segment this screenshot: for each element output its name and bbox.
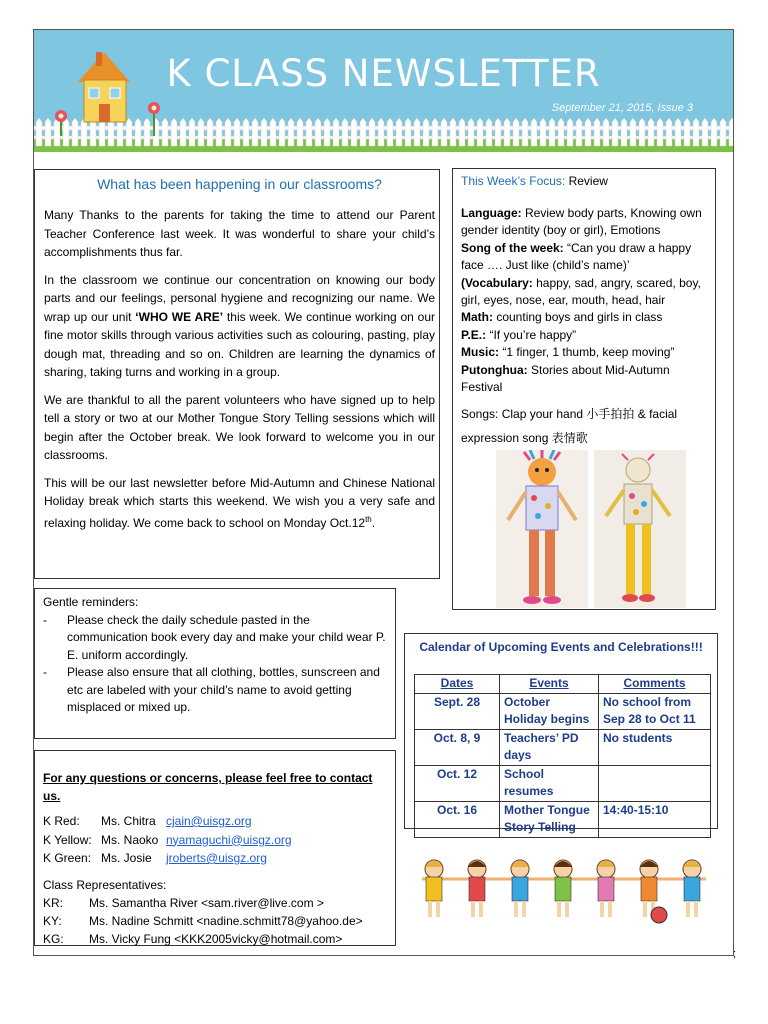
focus-song: Song of the week: “Can you draw a happy face …. Just like (child’s name)’: [461, 240, 692, 273]
happening-paragraph-3: We are thankful to all the parent volunteers who have signed up to help tell a story or two at our Mother Tongue Story Telling sessions which will begin after the October break. We look forward to welcome you in our classrooms.: [44, 392, 435, 462]
event-comment: No school from Sep 28 to Oct 11: [599, 693, 711, 729]
email-link[interactable]: cjain@uisgz.org: [166, 814, 252, 828]
contacts-heading: For any questions or concerns, please feel free to contact us.: [43, 771, 373, 803]
table-header-row: [415, 675, 711, 694]
focus-music: Music: “1 finger, 1 thumb, keep moving”: [461, 345, 675, 360]
table-row: [415, 693, 711, 729]
event-name: Teachers’ PD days: [500, 729, 599, 765]
event-comment: 14:40-15:10: [599, 801, 711, 837]
class-reps: [43, 876, 387, 948]
teacher-row: K Green: Ms. Josie jroberts@uisgz.org: [43, 849, 387, 868]
event-date: Oct. 8, 9: [415, 729, 500, 765]
teacher-list: [43, 812, 387, 868]
children-artwork-image: [496, 450, 686, 608]
focus-vocabulary: (Vocabulary: happy, sad, angry, scared, boy, girl, eyes, nose, ear, mouth, head, hair: [461, 275, 701, 308]
focus-putonghua: Putonghua: Stories about Mid-Autumn Festival: [461, 362, 670, 395]
event-name: October Holiday begins: [500, 693, 599, 729]
focus-body: [461, 205, 709, 450]
teacher-row: K Red: Ms. Chitra cjain@uisgz.org: [43, 812, 387, 831]
event-date: Oct. 12: [415, 765, 500, 801]
happening-paragraph-4: This will be our last newsletter before Mid-Autumn and Chinese National Holiday break which starts this weekend. We wish you a very safe and relaxing holiday. We come back to school on Monday Oct.12th.: [44, 475, 435, 530]
column-header-dates: Dates: [415, 675, 500, 694]
reminders-list: [43, 612, 387, 717]
event-comment: No students: [599, 729, 711, 765]
rep-row: KR: Ms. Samantha River <sam.river@live.com >: [43, 895, 324, 910]
teacher-row: K Yellow: Ms. Naoko nyamaguchi@uisgz.org: [43, 831, 387, 850]
happening-paragraph-2: In the classroom we continue our concentration on knowing our body parts and our feelings, personal hygiene and recognizing our name. We wrap up our unit ‘WHO WE ARE’ this week. We continue working on our fine motor skills through various activities such as colouring, pasting, play dough mat, threading and so on. Children are learning the dynamics of sharing, taking turns and working in a group.: [44, 272, 435, 379]
event-name: Mother Tongue Story Telling: [500, 801, 599, 837]
reps-heading: Class Representatives:: [43, 877, 167, 892]
weekly-focus-section: [452, 168, 716, 610]
event-date: Oct. 16: [415, 801, 500, 837]
column-header-comments: Comments: [599, 675, 711, 694]
list-item: - Please also ensure that all clothing, bottles, sunscreen and etc are labeled with your child’s name to avoid getting misplaced or mixed up.: [43, 665, 380, 714]
happening-paragraph-1: Many Thanks to the parents for taking the time to attend our Parent Teacher Conference last week. It was wonderful to share your child’s accomplishments thus far.: [44, 208, 435, 259]
reminders-heading: Gentle reminders:: [43, 595, 139, 609]
events-table: [414, 674, 711, 838]
focus-language: Language: Review body parts, Knowing own gender identity (boy or girl), Emotions: [461, 206, 702, 238]
table-row: [415, 765, 711, 801]
email-link[interactable]: jroberts@uisgz.org: [166, 851, 267, 865]
calendar-section: [404, 633, 718, 834]
event-comment: [599, 765, 711, 801]
email-link[interactable]: nyamaguchi@uisgz.org: [166, 832, 292, 847]
table-row: [415, 801, 711, 837]
happening-section: [34, 169, 440, 579]
table-row: [415, 729, 711, 765]
happening-heading: What has been happening in our classrooms?: [97, 176, 382, 192]
focus-pe: P.E.: “If you’re happy”: [461, 327, 577, 342]
happening-body: [44, 206, 435, 532]
list-item: - Please check the daily schedule pasted in the communication book every day and make your child wear P. E. uniform accordingly.: [43, 612, 386, 662]
calendar-heading: Calendar of Upcoming Events and Celebrations!!!: [419, 640, 703, 654]
issue-date: September 21, 2015, Issue 3: [551, 102, 693, 114]
focus-math: Math: counting boys and girls in class: [461, 310, 663, 325]
focus-heading: This Week’s Focus: Review: [461, 174, 608, 188]
newsletter-title: K CLASS NEWSLETTER: [166, 52, 601, 95]
rep-row: KY: Ms. Nadine Schmitt <nadine.schmitt78@yahoo.de>: [43, 913, 363, 928]
focus-songs: Songs: Clap your hand 小手拍拍 & facial expression song 表情歌: [461, 407, 678, 446]
children-holding-hands-image: [414, 857, 714, 927]
contacts-section: [34, 750, 396, 946]
event-name: School resumes: [500, 765, 599, 801]
event-date: Sept. 28: [415, 693, 500, 729]
reminders-section: [34, 588, 396, 739]
rep-row: KG: Ms. Vicky Fung <KKK2005vicky@hotmail.com>: [43, 931, 343, 946]
column-header-events: Events: [500, 675, 599, 694]
stray-mark: ;: [733, 948, 737, 960]
newsletter-banner: [34, 30, 733, 152]
